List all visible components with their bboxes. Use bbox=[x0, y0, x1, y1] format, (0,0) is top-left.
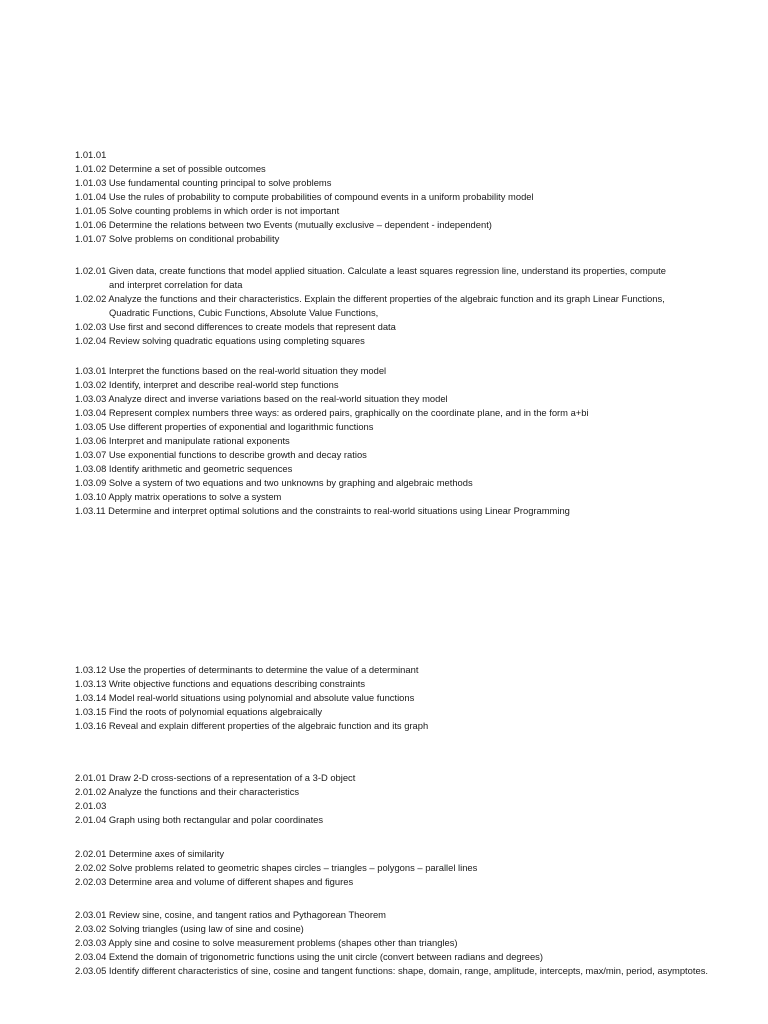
objective-line: 2.02.02 Solve problems related to geometric shapes circles – triangles – polygons – parallel lines bbox=[75, 862, 478, 873]
objective-line: 1.03.14 Model real-world situations using polynomial and absolute value functions bbox=[75, 692, 415, 703]
objective-line: 2.02.03 Determine area and volume of different shapes and figures bbox=[75, 876, 354, 887]
objective-line: 2.01.02 Analyze the functions and their characteristics bbox=[75, 786, 300, 797]
objective-line: 1.03.04 Represent complex numbers three ways: as ordered pairs, graphically on the coordinate plane, and in the form a+bi bbox=[75, 407, 589, 418]
objective-line: 1.03.09 Solve a system of two equations and two unknowns by graphing and algebraic methods bbox=[75, 477, 473, 488]
objective-line: 1.01.04 Use the rules of probability to compute probabilities of compound events in a uniform probability model bbox=[75, 191, 534, 202]
objective-line: 2.01.03 bbox=[75, 800, 107, 811]
objective-line: 2.01.04 Graph using both rectangular and polar coordinates bbox=[75, 814, 324, 825]
objective-line: 1.03.10 Apply matrix operations to solve a system bbox=[75, 491, 282, 502]
objective-line: 1.03.12 Use the properties of determinants to determine the value of a determinant bbox=[75, 664, 419, 675]
objectives-group-1-03-cont bbox=[75, 663, 715, 733]
objective-line: 2.02.01 Determine axes of similarity bbox=[75, 848, 225, 859]
objectives-group-2-03 bbox=[75, 908, 715, 978]
objective-line: 1.01.03 Use fundamental counting principal to solve problems bbox=[75, 177, 332, 188]
objective-line: 1.03.15 Find the roots of polynomial equations algebraically bbox=[75, 706, 323, 717]
objective-line: 2.03.03 Apply sine and cosine to solve measurement problems (shapes other than triangles) bbox=[75, 937, 458, 948]
objective-line: 1.01.05 Solve counting problems in which order is not important bbox=[75, 205, 340, 216]
objective-line: 1.03.06 Interpret and manipulate rational exponents bbox=[75, 435, 290, 446]
objective-line: 2.03.01 Review sine, cosine, and tangent ratios and Pythagorean Theorem bbox=[75, 909, 386, 920]
objective-line: 1.01.07 Solve problems on conditional probability bbox=[75, 233, 280, 244]
objective-line: 1.03.11 Determine and interpret optimal solutions and the constraints to real-world situations using Linear Programming bbox=[75, 505, 570, 516]
objective-line: 1.02.04 Review solving quadratic equations using completing squares bbox=[75, 335, 365, 346]
objective-continuation: Quadratic Functions, Cubic Functions, Absolute Value Functions, bbox=[109, 307, 379, 318]
objective-line: 1.03.13 Write objective functions and equations describing constraints bbox=[75, 678, 366, 689]
objectives-group-1-01 bbox=[75, 148, 715, 246]
objective-line: 1.01.02 Determine a set of possible outcomes bbox=[75, 163, 266, 174]
objectives-group-2-02 bbox=[75, 847, 715, 889]
objective-line: 1.03.16 Reveal and explain different properties of the algebraic function and its graph bbox=[75, 720, 429, 731]
objective-line: 1.03.05 Use different properties of exponential and logarithmic functions bbox=[75, 421, 374, 432]
objective-line: 1.02.01 Given data, create functions that model applied situation. Calculate a least squares regression line, understand its properties, compute bbox=[75, 265, 666, 276]
objective-line: 1.03.02 Identify, interpret and describe real-world step functions bbox=[75, 379, 339, 390]
objective-line: 2.03.05 Identify different characteristics of sine, cosine and tangent functions: shape, domain, range, amplitude, intercepts, max/min, period, asymptotes. bbox=[75, 965, 708, 976]
objective-continuation: and interpret correlation for data bbox=[109, 279, 243, 290]
objective-line: 1.03.01 Interpret the functions based on the real-world situation they model bbox=[75, 365, 387, 376]
objective-line: 2.01.01 Draw 2-D cross-sections of a representation of a 3-D object bbox=[75, 772, 356, 783]
objective-line: 1.01.01 bbox=[75, 149, 107, 160]
objective-line: 1.03.08 Identify arithmetic and geometric sequences bbox=[75, 463, 293, 474]
objective-line: 2.03.04 Extend the domain of trigonometric functions using the unit circle (convert between radians and degrees) bbox=[75, 951, 543, 962]
objective-line: 1.02.03 Use first and second differences to create models that represent data bbox=[75, 321, 396, 332]
objectives-group-1-02 bbox=[75, 264, 715, 348]
objectives-group-2-01 bbox=[75, 771, 715, 827]
objective-line: 1.03.03 Analyze direct and inverse variations based on the real-world situation they model bbox=[75, 393, 448, 404]
objective-line: 1.03.07 Use exponential functions to describe growth and decay ratios bbox=[75, 449, 367, 460]
objective-line: 1.01.06 Determine the relations between two Events (mutually exclusive – dependent - independent) bbox=[75, 219, 492, 230]
objective-line: 1.02.02 Analyze the functions and their characteristics. Explain the different properties of the algebraic function and its graph Linear Functions, bbox=[75, 293, 665, 304]
objectives-group-1-03 bbox=[75, 364, 715, 518]
objective-line: 2.03.02 Solving triangles (using law of sine and cosine) bbox=[75, 923, 304, 934]
